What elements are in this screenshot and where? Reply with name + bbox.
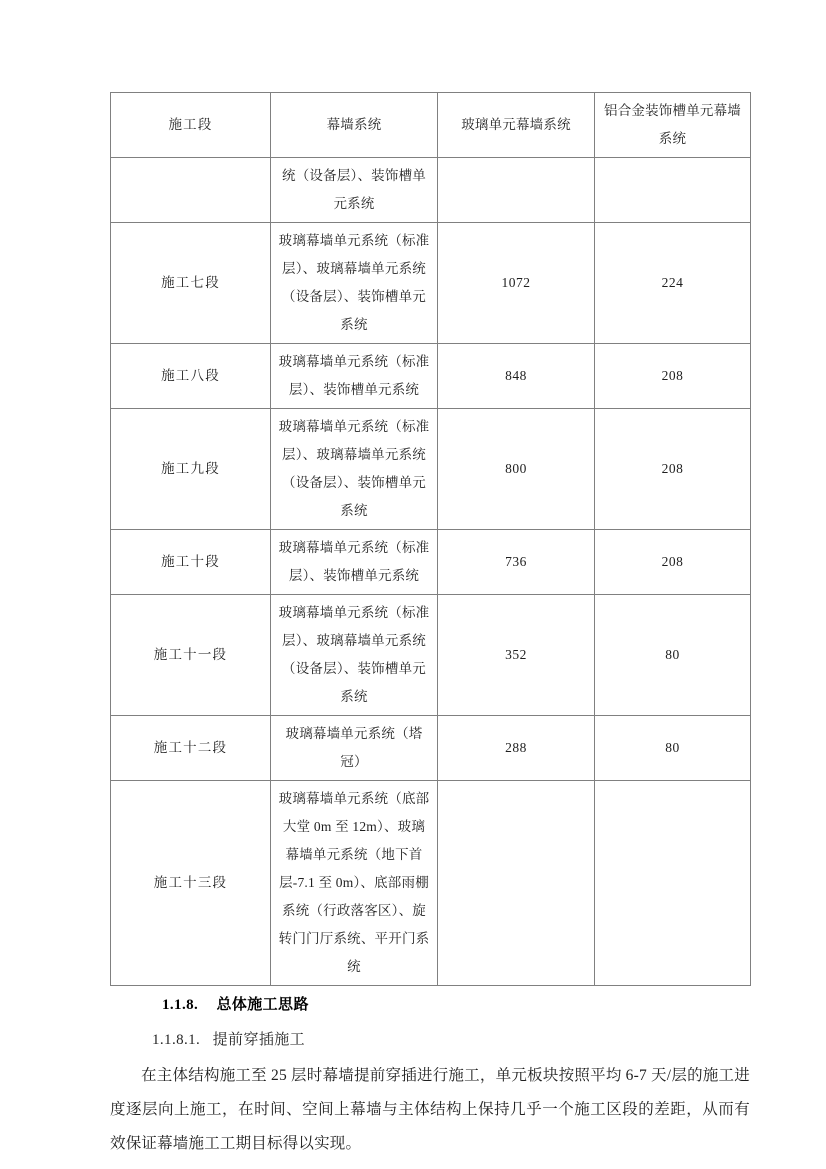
- section-heading-title: 总体施工思路: [216, 996, 309, 1013]
- cell-system: 玻璃幕墙单元系统（标准层）、玻璃幕墙单元系统（设备层）、装饰槽单元系统: [271, 595, 438, 716]
- cell-glass-unit: 736: [438, 530, 595, 595]
- table-header-row: [111, 93, 751, 158]
- cell-segment: [111, 158, 271, 223]
- cell-system: 玻璃幕墙单元系统（塔冠）: [271, 716, 438, 781]
- section-subheading-title: 提前穿插施工: [212, 1032, 306, 1048]
- construction-segment-table: [110, 92, 751, 986]
- cell-segment: 施工九段: [111, 409, 271, 530]
- cell-segment: 施工七段: [111, 223, 271, 344]
- section-heading: [110, 993, 750, 1014]
- table-row: [111, 409, 751, 530]
- cell-alu-trim-unit: 208: [595, 530, 751, 595]
- cell-alu-trim-unit: 80: [595, 595, 751, 716]
- section-subheading: [110, 1028, 750, 1049]
- cell-glass-unit: 848: [438, 344, 595, 409]
- cell-system: 玻璃幕墙单元系统（标准层）、装饰槽单元系统: [271, 530, 438, 595]
- cell-alu-trim-unit: 208: [595, 409, 751, 530]
- cell-glass-unit: [438, 158, 595, 223]
- cell-system: 玻璃幕墙单元系统（标准层）、装饰槽单元系统: [271, 344, 438, 409]
- cell-system: 玻璃幕墙单元系统（底部大堂 0m 至 12m）、玻璃幕墙单元系统（地下首层-7.1 至 0m）、底部雨棚系统（行政落客区）、旋转门门厅系统、平开门系统: [271, 781, 438, 986]
- table-row: [111, 781, 751, 986]
- cell-alu-trim-unit: 208: [595, 344, 751, 409]
- table-row: [111, 344, 751, 409]
- cell-segment: 施工十一段: [111, 595, 271, 716]
- body-paragraph: 在主体结构施工至 25 层时幕墙提前穿插进行施工，单元板块按照平均 6-7 天/层的施工进度逐层向上施工，在时间、空间上幕墙与主体结构上保持几乎一个施工区段的差距，从而有效保证幕墙施工工期目标得以实现。: [110, 1067, 750, 1152]
- cell-segment: 施工十二段: [111, 716, 271, 781]
- cell-segment: 施工十三段: [111, 781, 271, 986]
- table-row: [111, 530, 751, 595]
- column-header-segment: 施工段: [111, 93, 271, 158]
- cell-alu-trim-unit: 80: [595, 716, 751, 781]
- cell-segment: 施工十段: [111, 530, 271, 595]
- column-header-system: 幕墙系统: [271, 93, 438, 158]
- column-header-alu-trim-unit: 铝合金装饰槽单元幕墙系统: [595, 93, 751, 158]
- cell-system: 玻璃幕墙单元系统（标准层）、玻璃幕墙单元系统（设备层）、装饰槽单元系统: [271, 223, 438, 344]
- cell-glass-unit: 800: [438, 409, 595, 530]
- cell-system: 统（设备层）、装饰槽单元系统: [271, 158, 438, 223]
- cell-glass-unit: [438, 781, 595, 986]
- cell-glass-unit: 352: [438, 595, 595, 716]
- column-header-glass-unit: 玻璃单元幕墙系统: [438, 93, 595, 158]
- cell-glass-unit: 288: [438, 716, 595, 781]
- cell-glass-unit: 1072: [438, 223, 595, 344]
- cell-alu-trim-unit: 224: [595, 223, 751, 344]
- page-content: [110, 92, 750, 1161]
- cell-alu-trim-unit: [595, 781, 751, 986]
- cell-alu-trim-unit: [595, 158, 751, 223]
- table-row: [111, 716, 751, 781]
- section-heading-number: 1.1.8.: [162, 997, 199, 1013]
- table-row: [111, 223, 751, 344]
- section-subheading-number: 1.1.8.1.: [152, 1032, 201, 1048]
- cell-segment: 施工八段: [111, 344, 271, 409]
- table-row: [111, 595, 751, 716]
- table-row: [111, 158, 751, 223]
- cell-system: 玻璃幕墙单元系统（标准层）、玻璃幕墙单元系统（设备层）、装饰槽单元系统: [271, 409, 438, 530]
